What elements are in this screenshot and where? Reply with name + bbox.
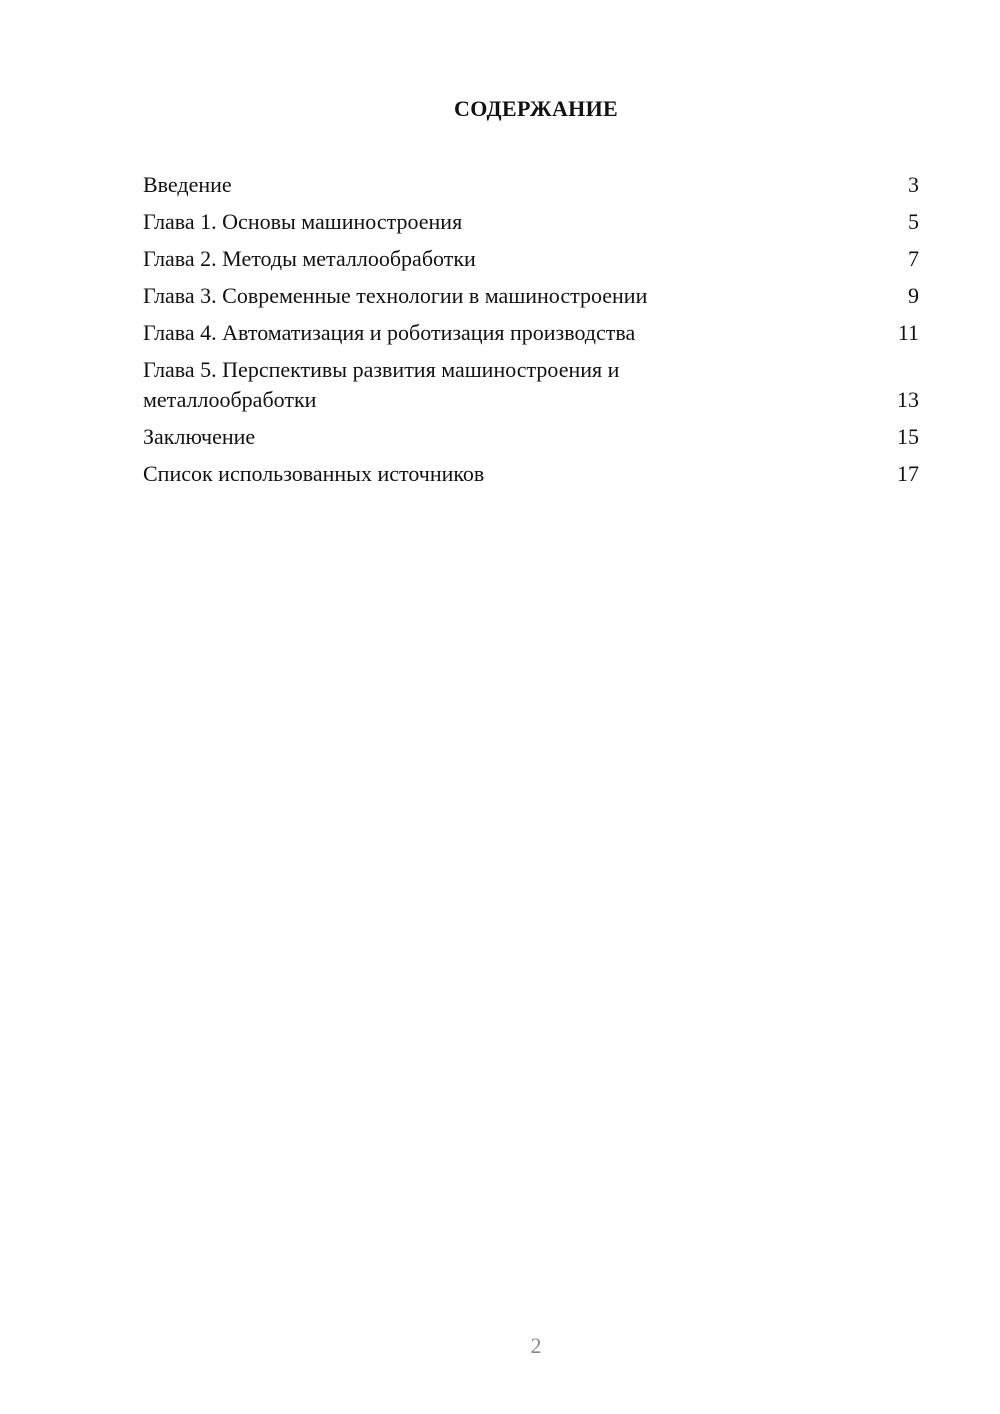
- toc-entry-page: 15: [897, 424, 919, 449]
- toc-entry-page: 17: [897, 461, 919, 486]
- toc-entry-title: Глава 4. Автоматизация и роботизация производства: [143, 320, 636, 345]
- page-number: 2: [530, 1333, 542, 1358]
- toc-entry-introduction[interactable]: [143, 170, 919, 200]
- toc-entry-title: Глава 1. Основы машиностроения: [143, 209, 463, 234]
- toc-entry-chapter-2[interactable]: [143, 244, 919, 274]
- toc-entry-chapter-3[interactable]: [143, 281, 919, 311]
- toc-entry-page: 9: [908, 283, 919, 308]
- toc-entry-chapter-5[interactable]: [143, 355, 919, 415]
- toc-entry-title: Глава 5. Перспективы развития машиностроения и металлообработки: [143, 357, 620, 412]
- toc-entry-title: Глава 3. Современные технологии в машиностроении: [143, 283, 648, 308]
- toc-entry-title: Введение: [143, 172, 232, 197]
- toc-entry-page: 11: [897, 320, 919, 345]
- toc-heading: СОДЕРЖАНИЕ: [454, 96, 618, 121]
- table-of-contents: [143, 170, 919, 496]
- toc-entry-conclusion[interactable]: [143, 422, 919, 452]
- toc-entry-references[interactable]: [143, 459, 919, 489]
- toc-entry-page: 3: [908, 172, 919, 197]
- toc-entry-chapter-1[interactable]: [143, 207, 919, 237]
- toc-entry-title: Список использованных источников: [143, 461, 485, 486]
- toc-entry-title: Глава 2. Методы металлообработки: [143, 246, 476, 271]
- toc-entry-page: 5: [908, 209, 919, 234]
- toc-entry-page: 7: [908, 246, 919, 271]
- toc-entry-title: Заключение: [143, 424, 256, 449]
- toc-entry-chapter-4[interactable]: [143, 318, 919, 348]
- toc-entry-page: 13: [897, 387, 919, 412]
